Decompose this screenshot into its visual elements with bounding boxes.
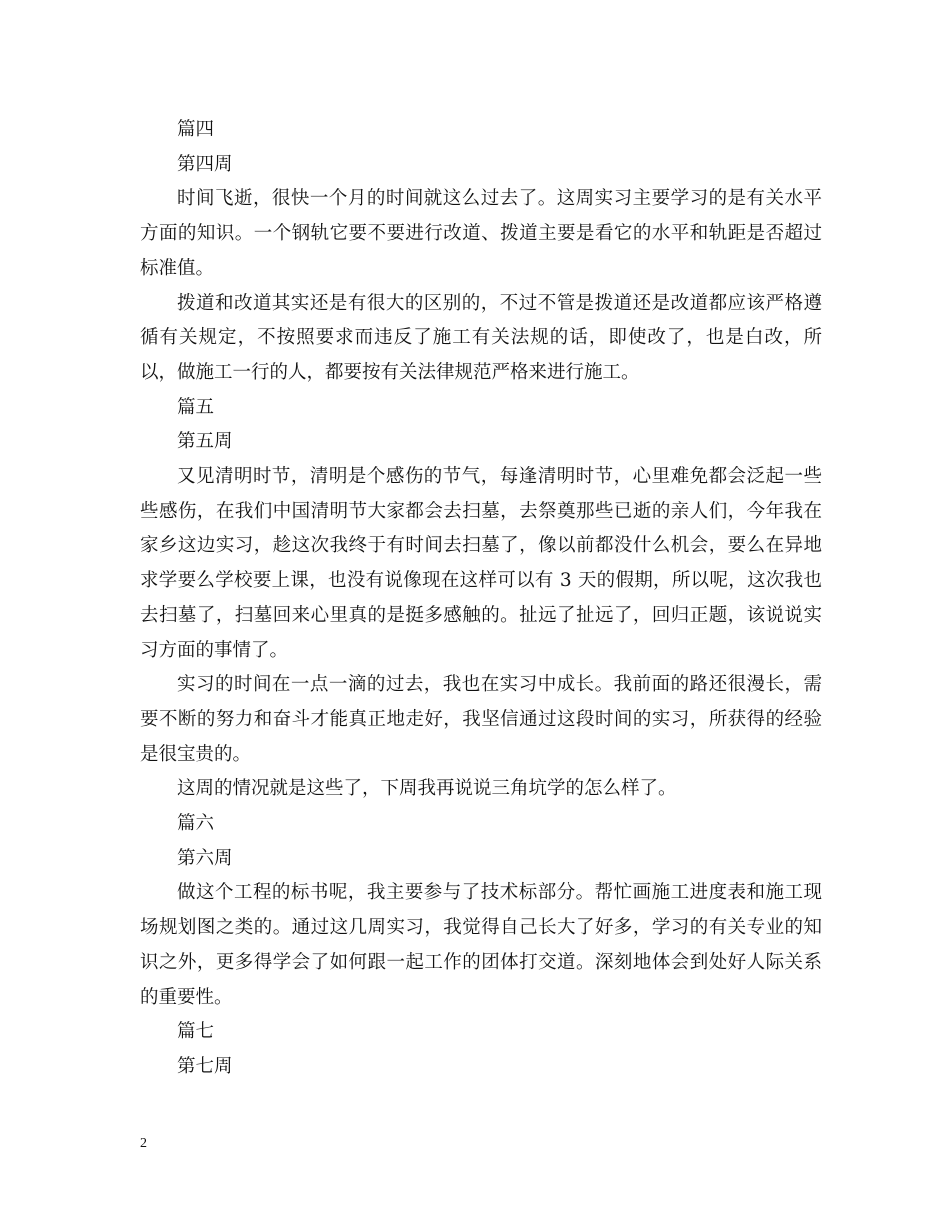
document-body [140, 113, 822, 1085]
section-heading: 篇七 [177, 1021, 215, 1043]
section-heading: 篇五 [177, 396, 215, 418]
body-paragraph: 时间飞逝，很快一个月的时间就这么过去了。这周实习主要学习的是有关水平方面的知识。一个钢轨它要不要进行改道、拨道主要是看它的水平和轨距是否超过标准值。 [140, 188, 822, 279]
body-paragraph: 又见清明时节，清明是个感伤的节气，每逢清明时节，心里难免都会泛起一些些感伤，在我们中国清明节大家都会去扫墓，去祭奠那些已逝的亲人们，今年我在家乡这边实习，趁这次我终于有时间去扫墓了，像以前都没什么机会，要么在异地求学要么学校要上课，也没有说像现在这样可以有 3 天的假期，所以呢，这次我也去扫墓了，扫墓回来心里真的是挺多感触的。扯远了扯远了，回归正题，该说说实习方面的事情了。 [140, 466, 822, 661]
body-paragraph: 实习的时间在一点一滴的过去，我也在实习中成长。我前面的路还很漫长，需要不断的努力和奋斗才能真正地走好，我坚信通过这段时间的实习，所获得的经验是很宝贵的。 [140, 674, 822, 765]
body-paragraph: 拨道和改道其实还是有很大的区别的，不过不管是拨道还是改道都应该严格遵循有关规定，不按照要求而违反了施工有关法规的话，即使改了，也是白改，所以，做施工一行的人，都要按有关法律规范严格来进行施工。 [140, 292, 822, 383]
week-heading: 第五周 [177, 431, 233, 453]
body-paragraph: 这周的情况就是这些了，下周我再说说三角坑学的怎么样了。 [177, 778, 677, 800]
week-heading: 第七周 [177, 1055, 233, 1077]
week-heading: 第六周 [177, 847, 233, 869]
section-heading: 篇六 [177, 813, 215, 835]
week-heading: 第四周 [177, 153, 233, 175]
section-heading: 篇四 [177, 119, 215, 140]
body-paragraph: 做这个工程的标书呢，我主要参与了技术标部分。帮忙画施工进度表和施工现场规划图之类的。通过这几周实习，我觉得自己长大了好多，学习的有关专业的知识之外，更多得学会了如何跟一起工作的团体打交道。深刻地体会到处好人际关系的重要性。 [140, 882, 822, 1008]
page-number: 2 [140, 1136, 147, 1151]
